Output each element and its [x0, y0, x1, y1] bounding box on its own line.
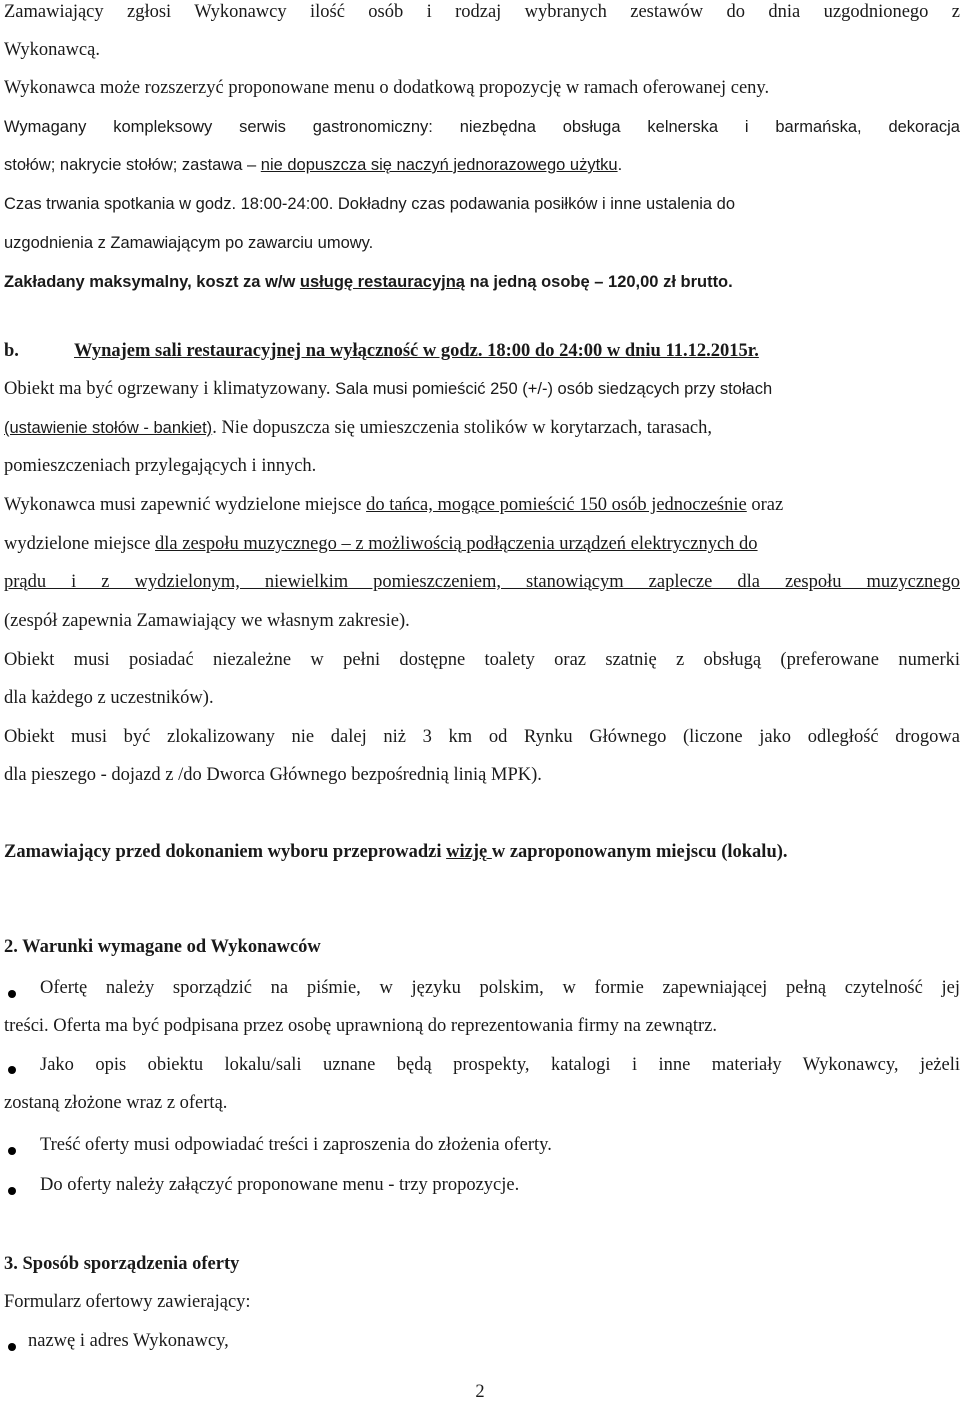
section-2-item-4: Do oferty należy załączyć proponowane menu - trzy propozycje. [40, 1175, 520, 1195]
section-b-line-2-rest: . Nie dopuszcza się umieszczenia stolików w korytarzach, tarasach, [212, 418, 712, 438]
intro-line-4: Wymagany kompleksowy serwis gastronomiczny: niezbędna obsługa kelnerska i barmańska, dekoracja [4, 118, 960, 136]
intro-line-1: Zamawiający zgłosi Wykonawcy ilość osób i rodzaj wybranych zestawów do dnia uzgodnionego z [4, 2, 960, 22]
site-visit-line [4, 840, 960, 866]
intro-line-5-text: stołów; nakrycie stołów; zastawa – [4, 156, 261, 174]
meeting-hours: Czas trwania spotkania w godz. 18:00-24:00 [4, 195, 329, 213]
section-2-heading: 2. Warunki wymagane od Wykonawców [4, 937, 321, 957]
banquet-layout: (ustawienie stołów - bankiet) [4, 419, 213, 437]
section-b-line-5 [4, 532, 960, 558]
section-2-item-1-line-2: treści. Oferta ma być podpisana przez osobę uprawnioną do reprezentowania firmy na zewnątrz. [4, 1016, 717, 1036]
intro-line-6 [4, 192, 960, 218]
capacity-text: Sala musi pomieścić 250 (+/-) osób siedzących przy stołach [330, 380, 773, 398]
site-visit-end: w zaproponowanym miejscu (lokalu). [491, 842, 788, 862]
section-b-line-9: dla każdego z uczestników). [4, 688, 214, 708]
intro-line-6-rest: . Dokładny czas podawania posiłków i inne ustalenia do [328, 195, 736, 213]
heating-ac-text: Obiekt ma być ogrzewany i klimatyzowany. [4, 379, 331, 399]
section-b-line-3: pomieszczeniach przylegających i innych. [4, 456, 317, 476]
section-2-item-2-line-2: zostaną złożone wraz z ofertą. [4, 1093, 228, 1113]
intro-line-3: Wykonawca może rozszerzyć proponowane menu o dodatkową propozycję w ramach oferowanej ceny. [4, 78, 770, 98]
page-number: 2 [475, 1382, 485, 1402]
site-visit-text: Zamawiający przed dokonaniem wyboru przeprowadzi [4, 842, 447, 862]
section-b-line-10: Obiekt musi być zlokalizowany nie dalej niż 3 km od Rynku Głównego (liczone jako odległość drogowa [4, 727, 960, 747]
section-3-item-1: nazwę i adres Wykonawcy, [28, 1331, 229, 1351]
cost-amount: na jedną osobę – 120,00 zł brutto. [464, 273, 733, 291]
bullet-icon [8, 1147, 16, 1155]
dance-area-requirement: do tańca, mogące pomieścić 150 osób jednocześnie [366, 495, 747, 515]
section-b-line-11: dla pieszego - dojazd z /do Dworca Głównego bezpośrednią linią MPK). [4, 765, 542, 785]
section-b-line-7: (zespół zapewnia Zamawiający we własnym zakresie). [4, 611, 410, 631]
section-2-item-2-line-1: Jako opis obiektu lokalu/sali uznane będą prospekty, katalogi i inne materiały Wykonawcy, jeżeli [40, 1055, 960, 1075]
no-disposables-note: nie dopuszcza się naczyń jednorazowego użytku [260, 156, 618, 174]
section-2-item-3: Treść oferty musi odpowiadać treści i zaproszenia do złożenia oferty. [40, 1135, 552, 1155]
section-b-title: Wynajem sali restauracyjnej na wyłączność w godz. 18:00 do 24:00 w dniu 11.12.2015r. [74, 341, 759, 361]
section-2-item-1-line-1: Ofertę należy sporządzić na piśmie, w języku polskim, w formie zapewniającej pełną czytelność jej [40, 978, 960, 998]
section-3-heading: 3. Sposób sporządzenia oferty [4, 1254, 240, 1274]
bullet-icon [8, 1187, 16, 1195]
restaurant-service-term: usługę restauracyjną [299, 273, 465, 291]
intro-line-7: uzgodnienia z Zamawiającym po zawarciu umowy. [4, 234, 374, 252]
dance-area-end: oraz [746, 495, 784, 515]
section-b-number: b. [4, 341, 19, 361]
section-3-intro: Formularz ofertowy zawierający: [4, 1292, 251, 1312]
section-b-line-1 [4, 377, 960, 403]
section-b-heading [4, 339, 960, 365]
section-b-line-2 [4, 416, 960, 442]
intro-line-5 [4, 153, 960, 179]
bullet-icon [8, 990, 16, 998]
cost-text: Zakładany maksymalny, koszt za w/w [4, 273, 300, 291]
band-area-requirement: dla zespołu muzycznego – z możliwością podłączenia urządzeń elektrycznych do [155, 534, 758, 554]
bullet-icon [8, 1343, 16, 1351]
section-b-line-6: prądu i z wydzielonym, niewielkim pomieszczeniem, stanowiącym zaplecze dla zespołu muzycznego [4, 572, 960, 592]
dance-area-intro: Wykonawca musi zapewnić wydzielone miejsce [4, 495, 367, 515]
bullet-icon [8, 1066, 16, 1074]
section-b-line-8: Obiekt musi posiadać niezależne w pełni dostępne toalety oraz szatnię z obsługą (preferowane numerki [4, 650, 960, 670]
intro-cost-line [4, 270, 960, 296]
band-area-intro: wydzielone miejsce [4, 534, 156, 554]
intro-line-2: Wykonawcą. [4, 40, 100, 60]
section-b-line-4 [4, 493, 960, 519]
intro-line-5-end: . [617, 156, 623, 174]
site-visit-term: wizję [446, 842, 492, 862]
